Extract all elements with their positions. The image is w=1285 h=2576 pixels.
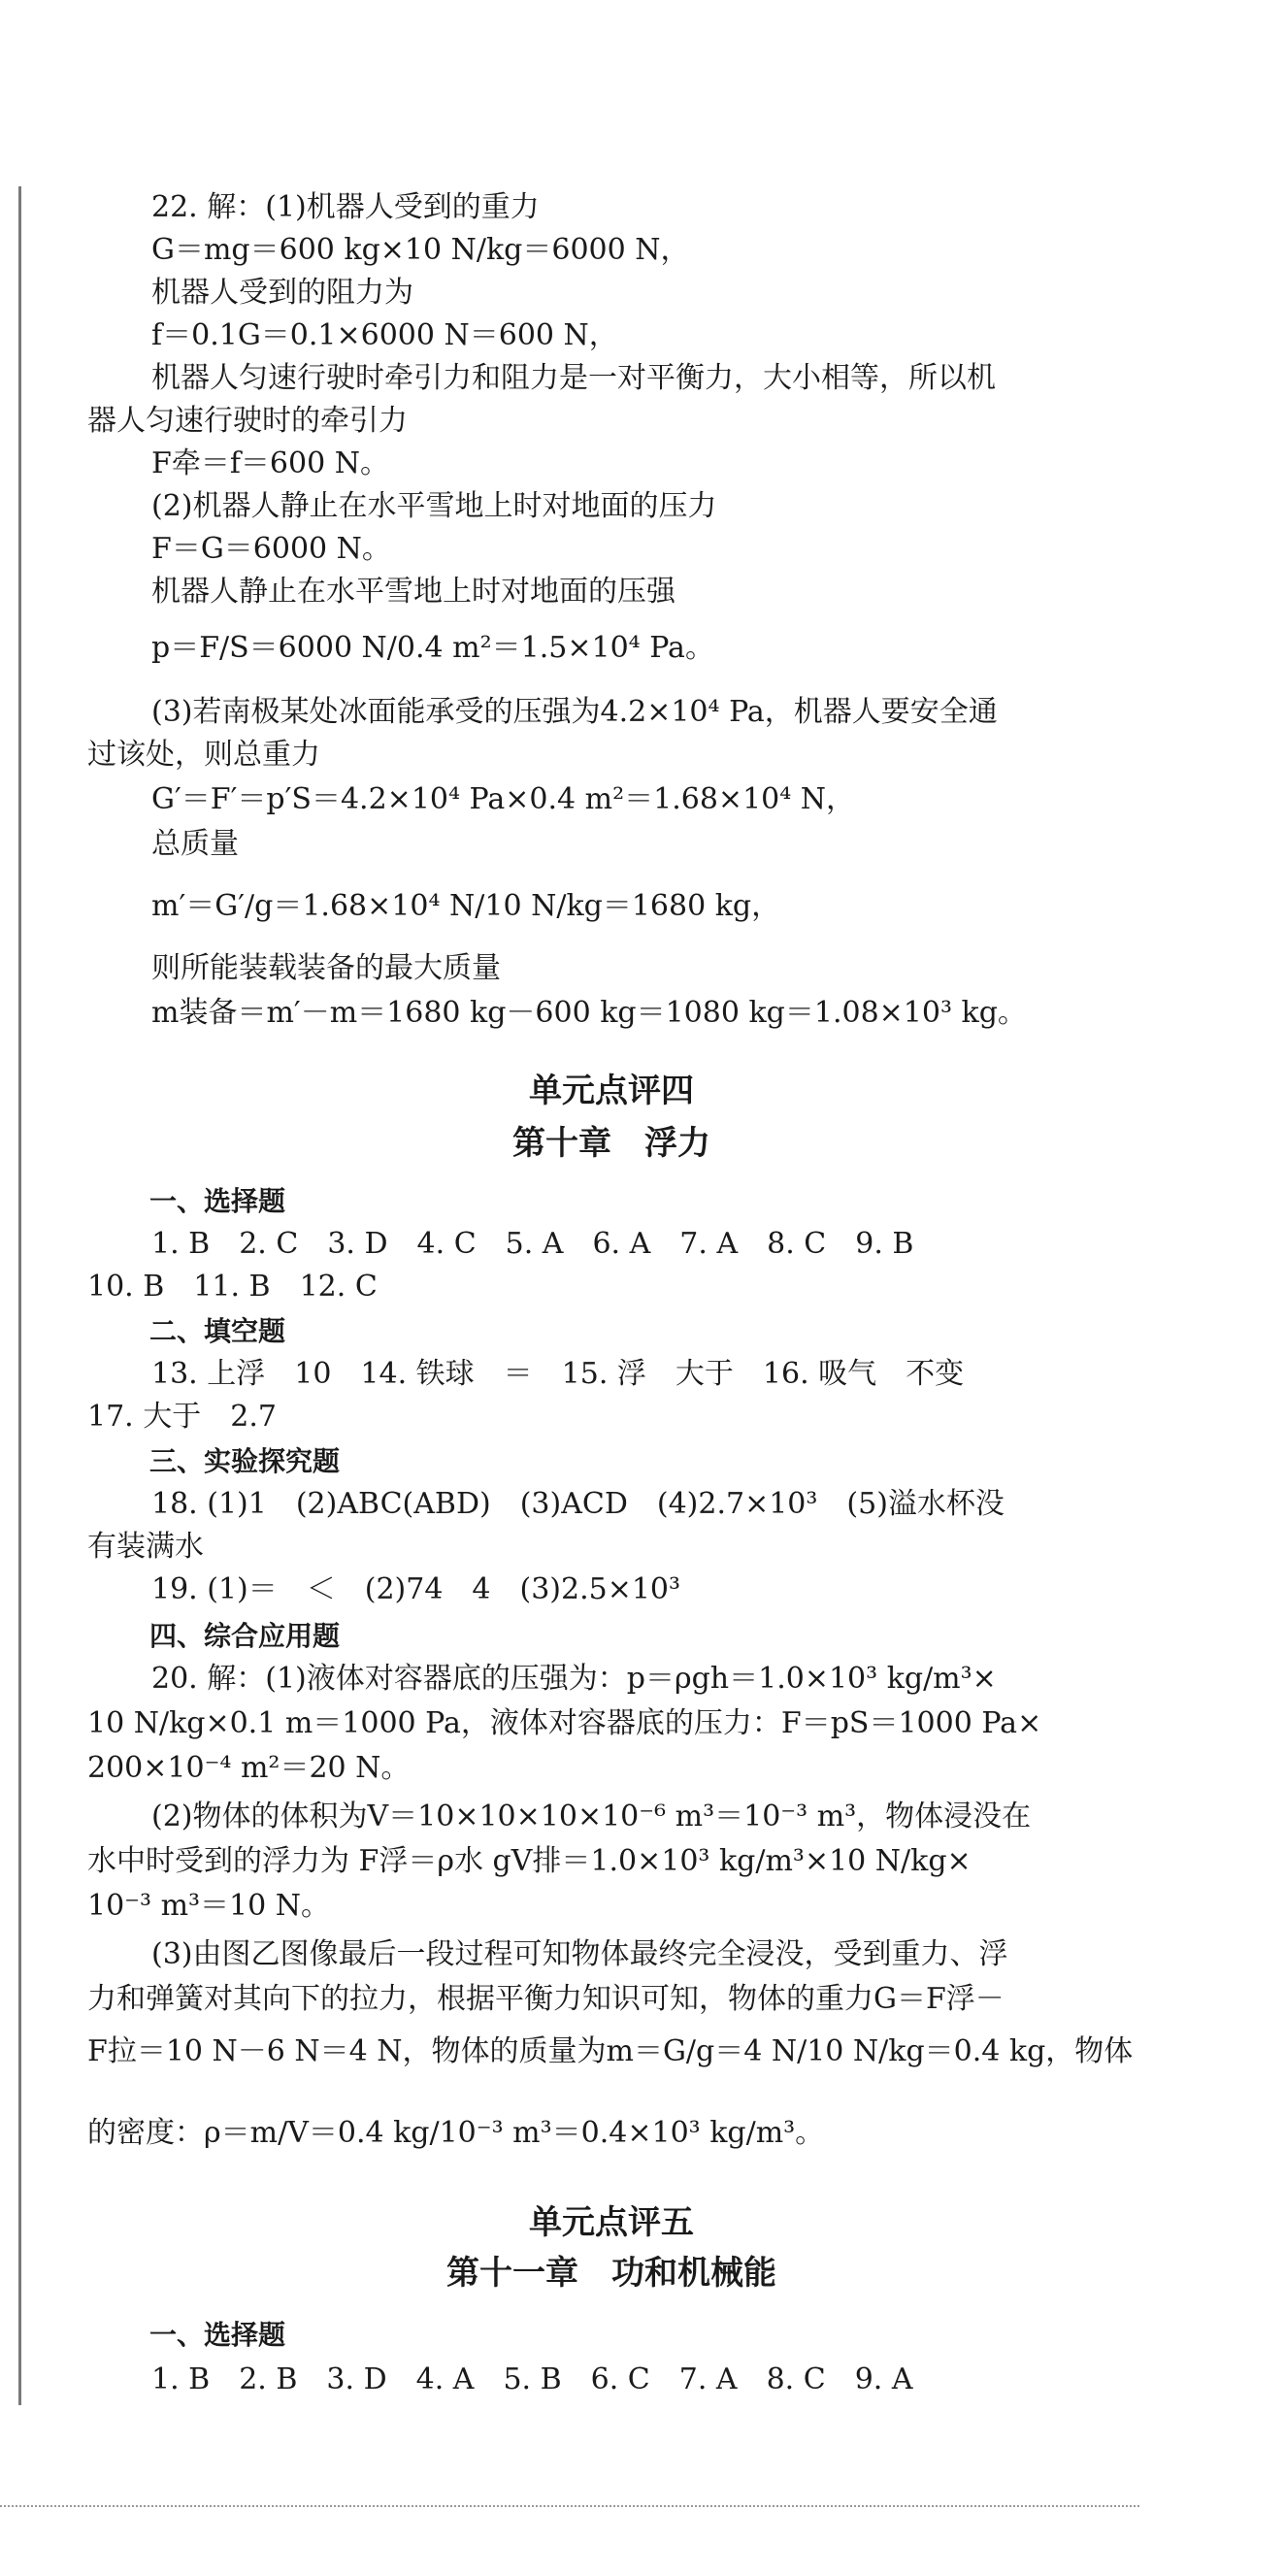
section-multiple-choice: 一、选择题 bbox=[149, 2319, 286, 2351]
formula-mass: m′＝G′/g＝1.68×10⁴ N/10 N/kg＝1680 kg， bbox=[151, 889, 781, 923]
section-fill-blank: 二、填空题 bbox=[149, 1315, 286, 1347]
solution-line: (2)物体的体积为V＝10×10×10×10⁻⁶ m³＝10⁻³ m³，物体浸没在 bbox=[151, 1800, 1032, 1833]
problem-22-line: 则所能装载装备的最大质量 bbox=[151, 951, 501, 985]
solution-line: 200×10⁻⁴ m²＝20 N。 bbox=[87, 1751, 411, 1785]
answer-line: 1. B 2. B 3. D 4. A 5. B 6. C 7. A 8. C 9. A bbox=[151, 2362, 913, 2396]
unit-4-title: 单元点评四 bbox=[529, 1072, 694, 1110]
solution-line: 10⁻³ m³＝10 N。 bbox=[87, 1889, 331, 1923]
formula-pressure: p＝F/S＝6000 N/0.4 m²＝1.5×10⁴ Pa。 bbox=[151, 631, 714, 665]
problem-22-line: 22. 解：(1)机器人受到的重力 bbox=[151, 190, 540, 224]
answer-line: 17. 大于 2.7 bbox=[87, 1400, 277, 1434]
solution-line: (3)由图乙图像最后一段过程可知物体最终完全浸没，受到重力、浮 bbox=[151, 1937, 1008, 1971]
solution-line: 10 N/kg×0.1 m＝1000 Pa，液体对容器底的压力：F＝pS＝1000 Pa× bbox=[87, 1706, 1042, 1740]
problem-22-line: (3)若南极某处冰面能承受的压强为4.2×10⁴ Pa，机器人要安全通 bbox=[151, 695, 998, 729]
problem-22-line: G′＝F′＝p′S＝4.2×10⁴ Pa×0.4 m²＝1.68×10⁴ N， bbox=[151, 782, 856, 816]
solution-line: 的密度：ρ＝m/V＝0.4 kg/10⁻³ m³＝0.4×10³ kg/m³。 bbox=[87, 2116, 825, 2150]
left-margin-line bbox=[18, 186, 21, 2405]
unit-4-chapter: 第十章 浮力 bbox=[512, 1124, 710, 1163]
problem-22-line: 器人匀速行驶时的牵引力 bbox=[87, 404, 408, 438]
problem-22-line: f＝0.1G＝0.1×6000 N＝600 N， bbox=[151, 318, 618, 352]
answer-line: 18. (1)1 (2)ABC(ABD) (3)ACD (4)2.7×10³ (5)溢水杯没 bbox=[151, 1487, 1005, 1521]
unit-5-chapter: 第十一章 功和机械能 bbox=[446, 2254, 776, 2293]
section-experiment: 三、实验探究题 bbox=[149, 1445, 341, 1477]
solution-line: 力和弹簧对其向下的拉力，根据平衡力知识可知，物体的重力G＝F浮－ bbox=[87, 1982, 1005, 2016]
problem-22-line: F牵＝f＝600 N。 bbox=[151, 446, 389, 480]
answer-line: 10. B 11. B 12. C bbox=[87, 1270, 378, 1304]
problem-22-line: G＝mg＝600 kg×10 N/kg＝6000 N， bbox=[151, 233, 690, 267]
bottom-dotted-rule bbox=[0, 2505, 1139, 2507]
solution-line: 水中时受到的浮力为 F浮＝ρ水 gV排＝1.0×10³ kg/m³×10 N/kg× bbox=[87, 1844, 972, 1878]
problem-22-line: 总质量 bbox=[151, 827, 239, 861]
unit-5-title: 单元点评五 bbox=[529, 2203, 694, 2242]
problem-22-line: 机器人受到的阻力为 bbox=[151, 276, 413, 310]
answer-line: 13. 上浮 10 14. 铁球 ＝ 15. 浮 大于 16. 吸气 不变 bbox=[151, 1357, 965, 1391]
section-multiple-choice: 一、选择题 bbox=[149, 1185, 286, 1217]
problem-22-line: m装备＝m′－m＝1680 kg－600 kg＝1080 kg＝1.08×10³ kg。 bbox=[151, 996, 1027, 1030]
section-comprehensive: 四、综合应用题 bbox=[149, 1620, 341, 1652]
problem-22-line: 机器人静止在水平雪地上时对地面的压强 bbox=[151, 575, 675, 609]
problem-22-line: (2)机器人静止在水平雪地上时对地面的压力 bbox=[151, 489, 717, 523]
problem-22-line: F＝G＝6000 N。 bbox=[151, 532, 391, 566]
problem-22-line: 机器人匀速行驶时牵引力和阻力是一对平衡力，大小相等，所以机 bbox=[151, 361, 996, 395]
problem-22-line: 过该处，则总重力 bbox=[87, 738, 320, 772]
answer-line: 19. (1)＝ ＜ (2)74 4 (3)2.5×10³ bbox=[151, 1572, 681, 1606]
solution-line: 20. 解：(1)液体对容器底的压强为：p＝ρgh＝1.0×10³ kg/m³× bbox=[151, 1662, 997, 1696]
answer-line: 有装满水 bbox=[87, 1530, 204, 1564]
solution-line: F拉＝10 N－6 N＝4 N，物体的质量为m＝G/g＝4 N/10 N/kg＝0.4 kg，物体 bbox=[87, 2034, 1134, 2068]
answer-line: 1. B 2. C 3. D 4. C 5. A 6. A 7. A 8. C 9. B bbox=[151, 1227, 914, 1261]
